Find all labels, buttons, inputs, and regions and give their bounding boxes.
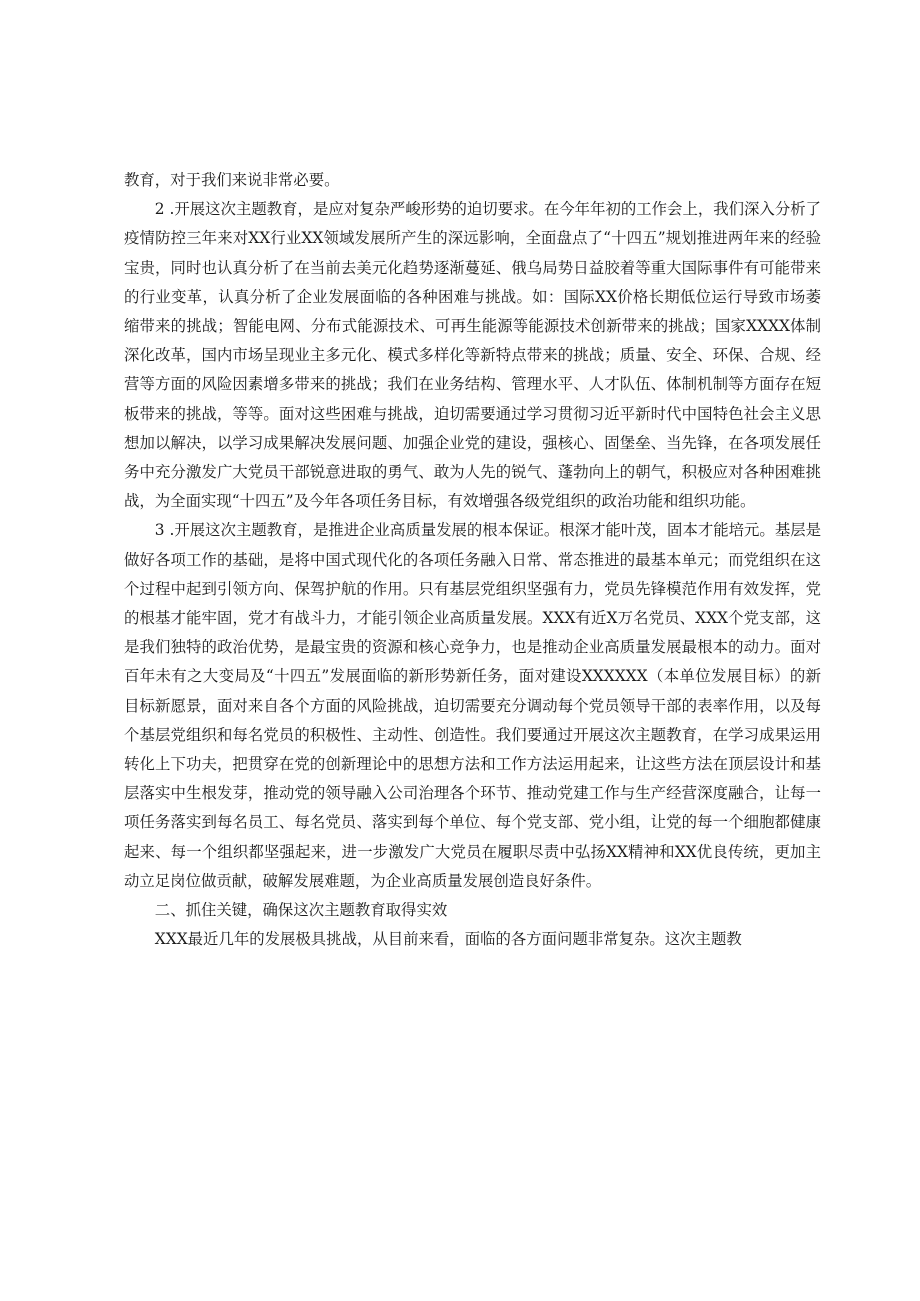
paragraph-continuation: 教育，对于我们来说非常必要。 — [124, 171, 340, 189]
paragraph-point-2: 2 .开展这次主题教育，是应对复杂严峻形势的迫切要求。在今年年初的工作会上，我们深入分析了疫情防控三年来对XX行业XX领域发展所产生的深远影响，全面盘点了“十四五”规划推进两年来的经验宝贵，同时也认真分析了在当前去美元化趋势逐渐蔓延、俄乌局势日益胶着等重大国际事件有可能带来的行业变革，认真分析了企业发展面临的各种困难与挑战。如：国际XX价格长期低位运行导致市场萎缩带来的挑战；智能电网、分布式能源技术、可再生能源等能源技术创新带来的挑战；国家XXXX体制深化改革，国内市场呈现业主多元化、模式多样化等新特点带来的挑战；质量、安全、环保、合规、经营等方面的风险因素增多带来的挑战；我们在业务结构、管理水平、人才队伍、体制机制等方面存在短板带来的挑战，等等。面对这些困难与挑战，迫切需要通过学习贯彻习近平新时代中国特色社会主义思想加以解决，以学习成果解决发展问题、加强企业党的建设，强核心、固堡垒、当先锋，在各项发展任务中充分激发广大党员干部锐意进取的勇气、敢为人先的锐气、蓬勃向上的朝气，积极应对各种困难挑战，为全面实现“十四五”及今年各项任务目标，有效增强各级党组织的政治功能和组织功能。 — [124, 200, 821, 511]
document-body — [124, 166, 821, 954]
section-heading-2: 二、抓住关键，确保这次主题教育取得实效 — [154, 901, 448, 920]
paragraph-section-2-intro: XXX最近几年的发展极具挑战，从目前来看，面临的各方面问题非常复杂。这次主题教 — [154, 930, 742, 949]
paragraph-point-3: 3 .开展这次主题教育，是推进企业高质量发展的根本保证。根深才能叶茂，固本才能培元。基层是做好各项工作的基础，是将中国式现代化的各项任务融入日常、常态推进的最基本单元；而党组织在这个过程中起到引领方向、保驾护航的作用。只有基层党组织坚强有力，党员先锋模范作用有效发挥，党的根基才能牢固，党才有战斗力，才能引领企业高质量发展。XXX有近X万名党员、XXX个党支部，这是我们独特的政治优势，是最宝贵的资源和核心竞争力，也是推动企业高质量发展最根本的动力。面对百年未有之大变局及“十四五”发展面临的新形势新任务，面对建设XXXXXX（本单位发展目标）的新目标新愿景，面对来自各个方面的风险挑战，迫切需要充分调动每个党员领导干部的表率作用，以及每个基层党组织和每名党员的积极性、主动性、创造性。我们要通过开展这次主题教育，在学习成果运用转化上下功夫，把贯穿在党的创新理论中的思想方法和工作方法运用起来，让这些方法在顶层设计和基层落实中生根发芽，推动党的领导融入公司治理各个环节、推动党建工作与生产经营深度融合，让每一项任务落实到每名员工、每名党员、落实到每个单位、每个党支部、党小组，让党的每一个细胞都健康起来、每一个组织都坚强起来，进一步激发广大党员在履职尽责中弘扬XX精神和XX优良传统，更加主动立足岗位做贡献，破解发展难题，为企业高质量发展创造良好条件。 — [124, 521, 821, 890]
